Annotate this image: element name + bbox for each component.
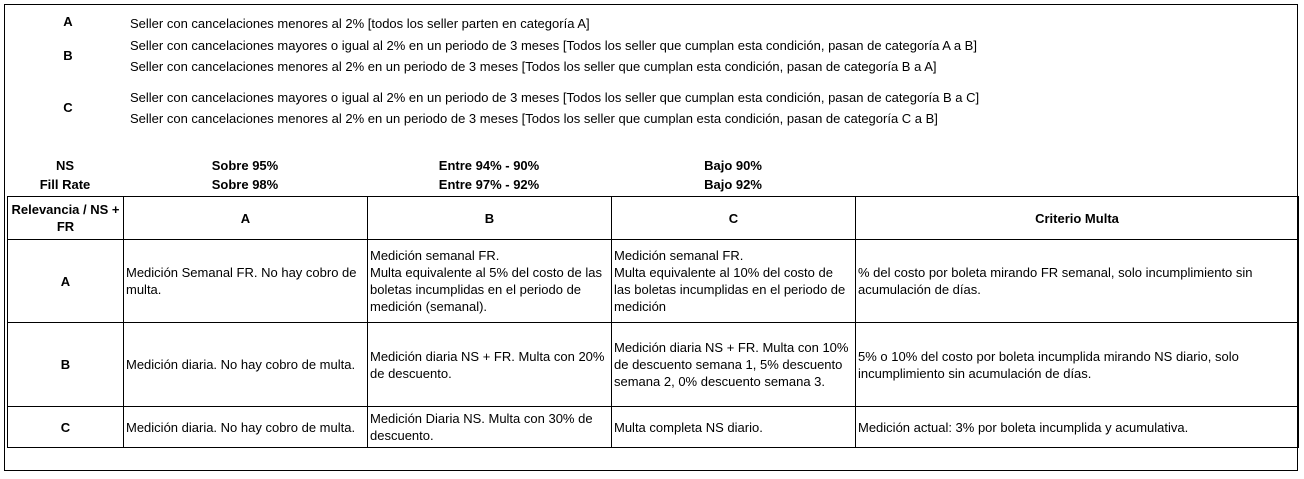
header-criterio-multa: Criterio Multa: [856, 197, 1299, 240]
cell-a-criterio: % del costo por boleta mirando FR semanal, solo incumplimiento sin acumulación de días.: [856, 240, 1299, 323]
fill-rate-label: Fill Rate: [39, 177, 91, 192]
cell-a-b: Medición semanal FR. Multa equivalente al 5% del costo de las boletas incumplidas en el periodo de medición (semanal).: [368, 240, 612, 323]
table-row: [8, 407, 1299, 448]
cell-c-b: Medición Diaria NS. Multa con 30% de descuento.: [368, 407, 612, 448]
category-b-line-2: Seller con cancelaciones menores al 2% en un periodo de 3 meses [Todos los seller que cumplan esta condición, pasan de categoría B a A]: [130, 59, 937, 74]
cell-b-b: Medición diaria NS + FR. Multa con 20% de descuento.: [368, 323, 612, 407]
category-c-line-1: Seller con cancelaciones mayores o igual al 2% en un periodo de 3 meses [Todos los seller que cumplan esta condición, pasan de categoría B a C]: [130, 90, 980, 105]
cell-a-a: Medición Semanal FR. No hay cobro de multa.: [124, 240, 368, 323]
category-letter-b: B: [63, 48, 73, 63]
ns-threshold-a: Sobre 95%: [211, 158, 279, 173]
cell-b-c: Medición diaria NS + FR. Multa con 10% de descuento semana 1, 5% descuento semana 2, 0% descuento semana 3.: [612, 323, 856, 407]
header-c: C: [612, 197, 856, 240]
row-label-b: B: [8, 323, 124, 407]
category-c-line-2: Seller con cancelaciones menores al 2% en un periodo de 3 meses [Todos los seller que cumplan esta condición, pasan de categoría C a B]: [130, 111, 938, 126]
cell-b-criterio: 5% o 10% del costo por boleta incumplida mirando NS diario, solo incumplimiento sin acumulación de días.: [856, 323, 1299, 407]
cell-b-a: Medición diaria. No hay cobro de multa.: [124, 323, 368, 407]
category-letter-c: C: [63, 100, 73, 115]
table-header-row: [8, 197, 1299, 240]
category-a-line-1: Seller con cancelaciones menores al 2% [todos los seller parten en categoría A]: [130, 16, 590, 31]
cell-c-a: Medición diaria. No hay cobro de multa.: [124, 407, 368, 448]
cell-c-c: Multa completa NS diario.: [612, 407, 856, 448]
ns-label: NS: [55, 158, 75, 173]
penalty-matrix-table: [7, 196, 1299, 448]
header-a: A: [124, 197, 368, 240]
fill-rate-threshold-a: Sobre 98%: [211, 177, 279, 192]
header-b: B: [368, 197, 612, 240]
category-b-line-1: Seller con cancelaciones mayores o igual al 2% en un periodo de 3 meses [Todos los seller que cumplan esta condición, pasan de categoría A a B]: [130, 38, 977, 53]
row-label-a: A: [8, 240, 124, 323]
cell-c-criterio: Medición actual: 3% por boleta incumplida y acumulativa.: [856, 407, 1299, 448]
fill-rate-threshold-c: Bajo 92%: [704, 177, 762, 192]
ns-threshold-b: Entre 94% - 90%: [438, 158, 540, 173]
ns-threshold-c: Bajo 90%: [704, 158, 762, 173]
fill-rate-threshold-b: Entre 97% - 92%: [438, 177, 540, 192]
cell-a-c: Medición semanal FR. Multa equivalente al 10% del costo de las boletas incumplidas en el periodo de medición: [612, 240, 856, 323]
category-letter-a: A: [63, 14, 73, 29]
table-row: [8, 240, 1299, 323]
row-label-c: C: [8, 407, 124, 448]
table-row: [8, 323, 1299, 407]
header-relevancia: Relevancia / NS + FR: [8, 197, 124, 240]
